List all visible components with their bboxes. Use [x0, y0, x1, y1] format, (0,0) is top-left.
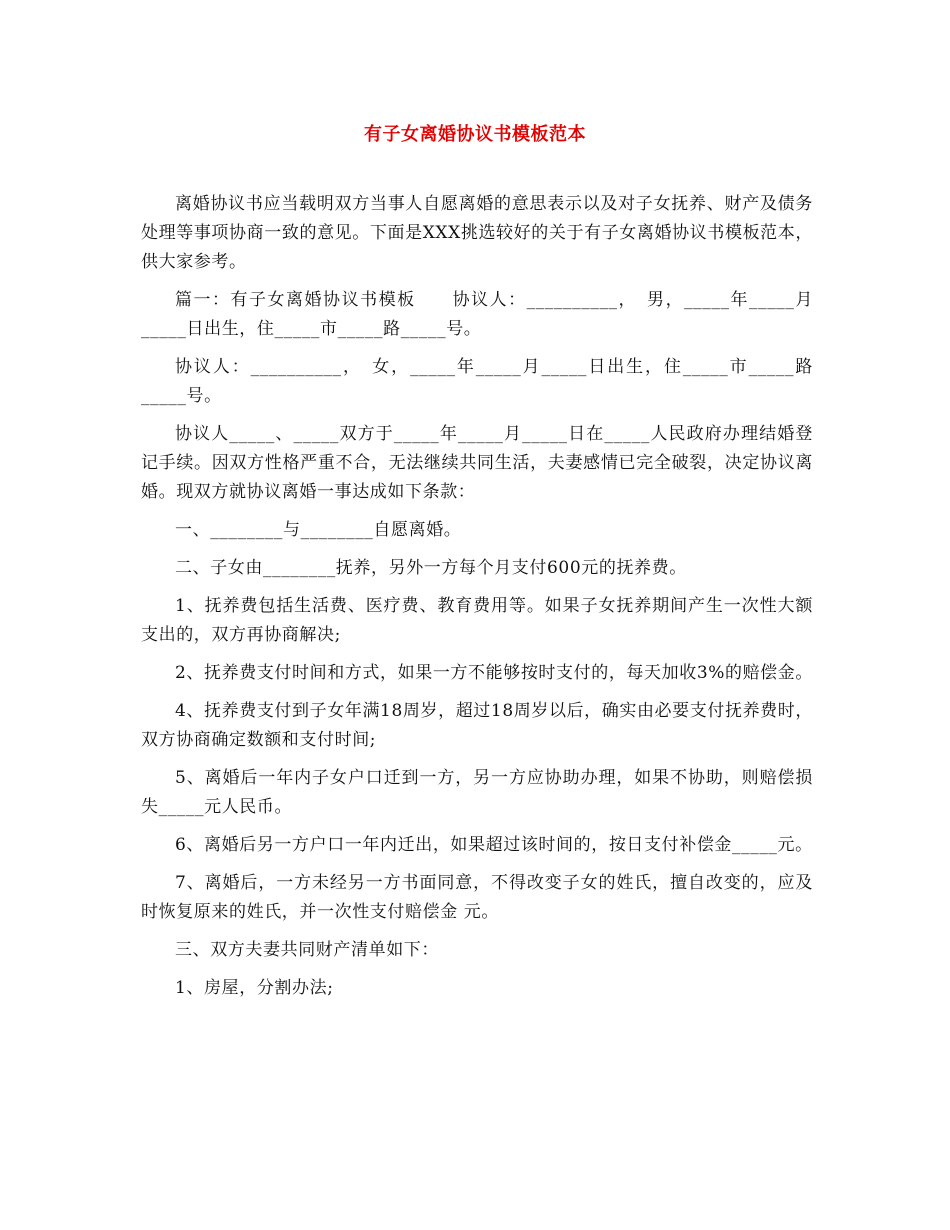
document-body [141, 190, 813, 1012]
intro-paragraph: 离婚协议书应当载明双方当事人自愿离婚的意思表示以及对子女抚养、财产及债务处理等事项协商一致的意见。下面是XXX挑选较好的关于有子女离婚协议书模板范本，供大家参考。 [141, 194, 813, 272]
party-two-paragraph: 协议人：__________， 女，_____年_____月_____日出生，住_____市_____路_____号。 [141, 357, 813, 406]
property-item-1: 1、房屋，分割办法; [175, 978, 334, 998]
sub-clause-1: 1、抚养费包括生活费、医疗费、教育费用等。如果子女抚养期间产生一次性大额支出的，双方再协商解决; [141, 596, 813, 645]
sub-clause-4: 4、抚养费支付到子女年满18周岁，超过18周岁以后，确实由必要支付抚养费时，双方协商确定数额和支付时间; [141, 701, 813, 750]
clause-two: 二、子女由________抚养，另外一方每个月支付600元的抚养费。 [175, 558, 687, 578]
sub-clause-5: 5、离婚后一年内子女户口迁到一方，另一方应协助办理，如果不协助，则赔偿损失_____元人民币。 [141, 768, 813, 817]
document-title: 有子女离婚协议书模板范本 [364, 124, 586, 145]
sub-clause-2: 2、抚养费支付时间和方式，如果一方不能够按时支付的，每天加收3%的赔偿金。 [175, 663, 813, 683]
party-one-paragraph: 篇一：有子女离婚协议书模板 协议人：__________， 男，_____年_____月_____日出生，住_____市_____路_____号。 [141, 290, 813, 339]
marriage-registration-paragraph: 协议人_____、_____双方于_____年_____月_____日在_____人民政府办理结婚登记手续。因双方性格严重不合，无法继续共同生活，夫妻感情已完全破裂，决定协议离婚。现双方就协议离婚一事达成如下条款： [141, 424, 813, 502]
sub-clause-6: 6、离婚后另一方户口一年内迁出，如果超过该时间的，按日支付补偿金_____元。 [175, 835, 813, 855]
clause-one: 一、________与________自愿离婚。 [175, 520, 462, 540]
sub-clause-7: 7、离婚后，一方未经另一方书面同意，不得改变子女的姓氏，擅自改变的，应及时恢复原来的姓氏，并一次性支付赔偿金 元。 [141, 873, 813, 922]
clause-three: 三、双方夫妻共同财产清单如下： [175, 940, 439, 960]
